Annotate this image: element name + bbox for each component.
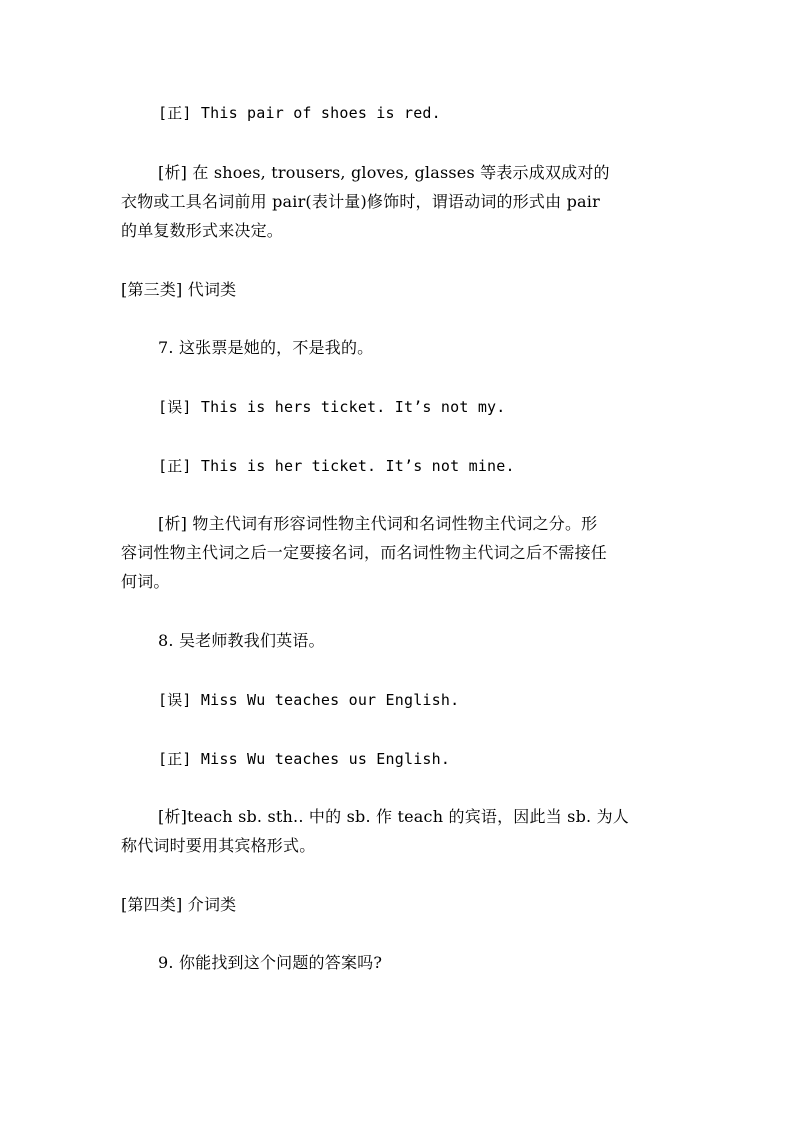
analysis-6-line-2: 衣物或工具名词前用 pair(表计量)修饰时，谓语动词的形式由 pair (121, 192, 600, 211)
correct-sentence-8: [正] Miss Wu teaches us English. (158, 750, 451, 768)
analysis-6-line-3: 的单复数形式来决定。 (121, 221, 284, 240)
analysis-7-line-1: [析] 物主代词有形容词性物主代词和名词性物主代词之分。形 (158, 514, 598, 533)
wrong-sentence-7: [误] This is hers ticket. It’s not my. (158, 398, 506, 416)
correct-sentence-6: [正] This pair of shoes is red. (158, 104, 441, 122)
question-7: 7. 这张票是她的，不是我的。 (158, 338, 374, 357)
section-heading-prepositions: [第四类] 介词类 (121, 895, 237, 914)
analysis-7-line-3: 何词。 (121, 572, 170, 591)
wrong-sentence-8: [误] Miss Wu teaches our English. (158, 691, 460, 709)
analysis-7-line-2: 容词性物主代词之后一定要接名词，而名词性物主代词之后不需接任 (121, 543, 608, 562)
analysis-8-line-1: [析]teach sb. sth.. 中的 sb. 作 teach 的宾语，因此当 sb. 为人 (158, 807, 629, 826)
question-9: 9. 你能找到这个问题的答案吗? (158, 953, 383, 972)
analysis-8-line-2: 称代词时要用其宾格形式。 (121, 836, 316, 855)
correct-sentence-7: [正] This is her ticket. It’s not mine. (158, 457, 515, 475)
question-8: 8. 吴老师教我们英语。 (158, 631, 325, 650)
analysis-6-line-1: [析] 在 shoes, trousers, gloves, glasses 等表示成双成对的 (158, 163, 610, 182)
section-heading-pronouns: [第三类] 代词类 (121, 280, 237, 299)
